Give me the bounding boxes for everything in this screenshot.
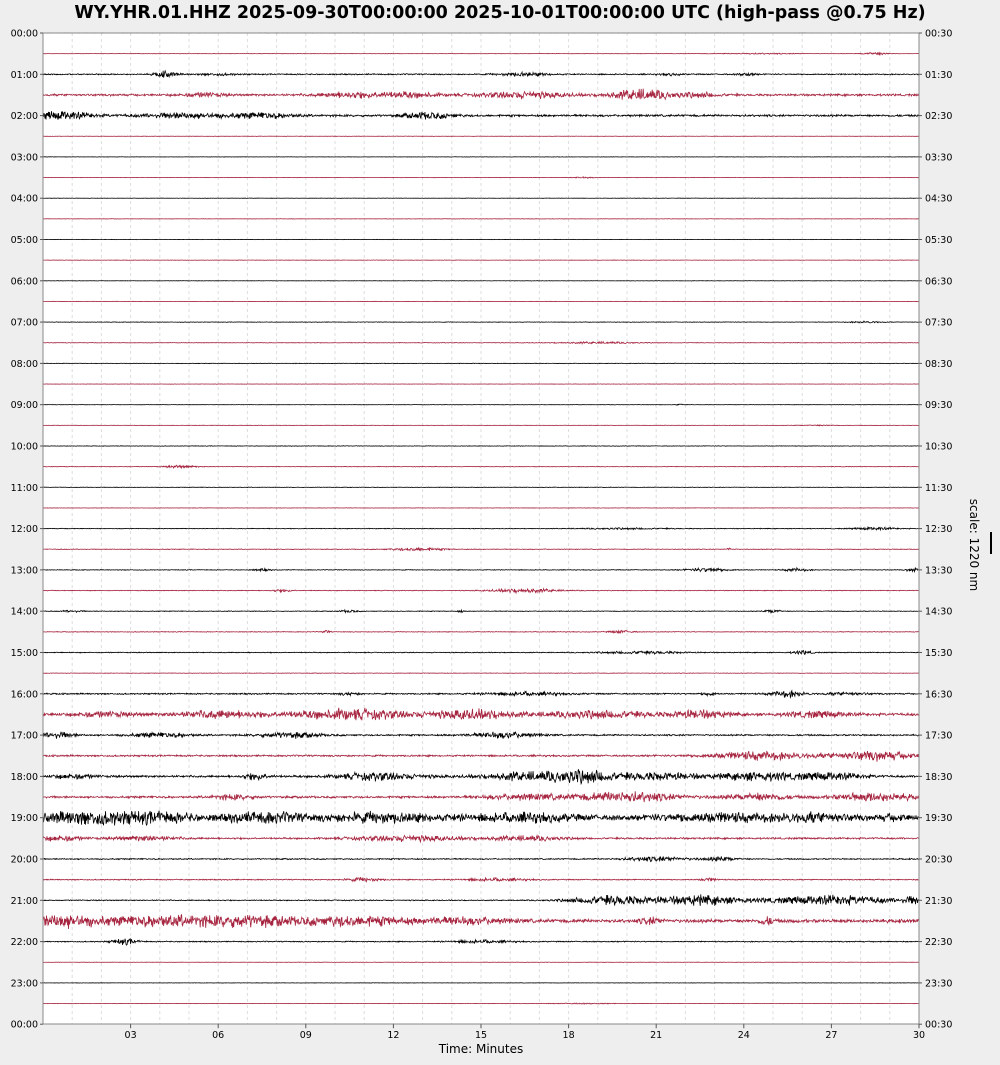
x-tick-label: 15 (474, 1030, 488, 1041)
y-tick-label-left: 09:00 (10, 400, 38, 412)
y-tick-label-left: 19:00 (10, 813, 38, 825)
y-tick-label-left: 21:00 (10, 895, 38, 907)
y-tick-label-right: 17:30 (925, 730, 953, 742)
y-tick-label-right: 01:30 (925, 69, 953, 81)
x-tick-label: 30 (912, 1030, 926, 1041)
y-tick-label-left: 06:00 (10, 276, 38, 288)
y-tick-label-left: 07:00 (10, 317, 38, 329)
y-tick-label-right: 18:30 (925, 771, 953, 783)
y-tick-label-left: 00:00 (10, 28, 38, 40)
y-tick-label-right: 15:30 (925, 648, 953, 659)
y-tick-label-left: 18:00 (10, 771, 38, 783)
y-tick-label-right: 23:30 (925, 978, 953, 990)
trace-line (43, 487, 919, 488)
y-tick-label-right: 07:30 (925, 317, 953, 329)
y-tick-label-right: 20:30 (925, 854, 953, 866)
y-tick-label-right: 00:30 (925, 28, 953, 40)
y-tick-label-right: 11:30 (925, 482, 953, 494)
x-tick-label: 12 (387, 1030, 400, 1041)
y-tick-label-right: 04:30 (925, 193, 953, 205)
y-tick-label-left: 14:00 (10, 606, 38, 618)
y-tick-label-right: 16:30 (925, 689, 953, 701)
scale-label: scale: 1220 nm (967, 498, 981, 592)
trace-line (43, 446, 919, 447)
trace-line (43, 673, 919, 674)
y-tick-label-right: 02:30 (925, 111, 953, 123)
y-tick-label-right: 12:30 (925, 524, 953, 536)
y-tick-label-left: 03:00 (10, 152, 38, 164)
y-tick-label-left: 23:00 (10, 978, 38, 990)
y-tick-label-left: 10:00 (10, 441, 38, 453)
y-tick-label-left: 17:00 (10, 730, 38, 742)
x-tick-label: 03 (124, 1030, 137, 1041)
y-tick-label-left: 15:00 (10, 648, 38, 659)
x-tick-label: 06 (212, 1030, 225, 1041)
y-tick-label-left: 12:00 (10, 524, 38, 536)
y-tick-label-left: 05:00 (10, 235, 38, 246)
x-axis-label: Time: Minutes (438, 1042, 524, 1056)
y-tick-label-right: 19:30 (925, 813, 953, 825)
y-tick-label-left: 22:00 (10, 937, 38, 949)
y-tick-label-right: 21:30 (925, 895, 953, 907)
y-tick-label-left: 13:00 (10, 565, 38, 577)
y-tick-label-right: 06:30 (925, 276, 953, 288)
y-tick-label-left: 16:00 (10, 689, 38, 701)
y-tick-label-right: 00:30 (925, 1019, 953, 1031)
y-tick-label-left: 01:00 (10, 69, 38, 81)
y-tick-label-right: 09:30 (925, 400, 953, 412)
x-tick-label: 24 (737, 1030, 750, 1041)
y-tick-label-left: 02:00 (10, 111, 38, 123)
y-tick-label-left: 11:00 (10, 482, 38, 494)
chart-title: WY.YHR.01.HHZ 2025-09-30T00:00:00 2025-10-01T00:00:00 UTC (high-pass @0.75 Hz) (74, 3, 926, 23)
y-tick-label-right: 03:30 (925, 152, 953, 164)
y-tick-label-left: 04:00 (10, 193, 38, 205)
y-tick-label-right: 22:30 (925, 937, 953, 949)
x-tick-label: 27 (825, 1030, 838, 1041)
x-tick-label: 18 (562, 1030, 575, 1041)
y-tick-label-left: 20:00 (10, 854, 38, 866)
y-tick-label-right: 14:30 (925, 606, 953, 618)
x-tick-label: 21 (650, 1030, 663, 1041)
y-tick-label-right: 05:30 (925, 235, 953, 246)
y-tick-label-left: 00:00 (10, 1019, 38, 1031)
y-tick-label-right: 13:30 (925, 565, 953, 577)
y-tick-label-right: 10:30 (925, 441, 953, 453)
trace-line (43, 363, 919, 364)
y-tick-label-right: 08:30 (925, 358, 953, 370)
y-tick-label-left: 08:00 (10, 358, 38, 370)
x-tick-label: 09 (299, 1030, 312, 1041)
